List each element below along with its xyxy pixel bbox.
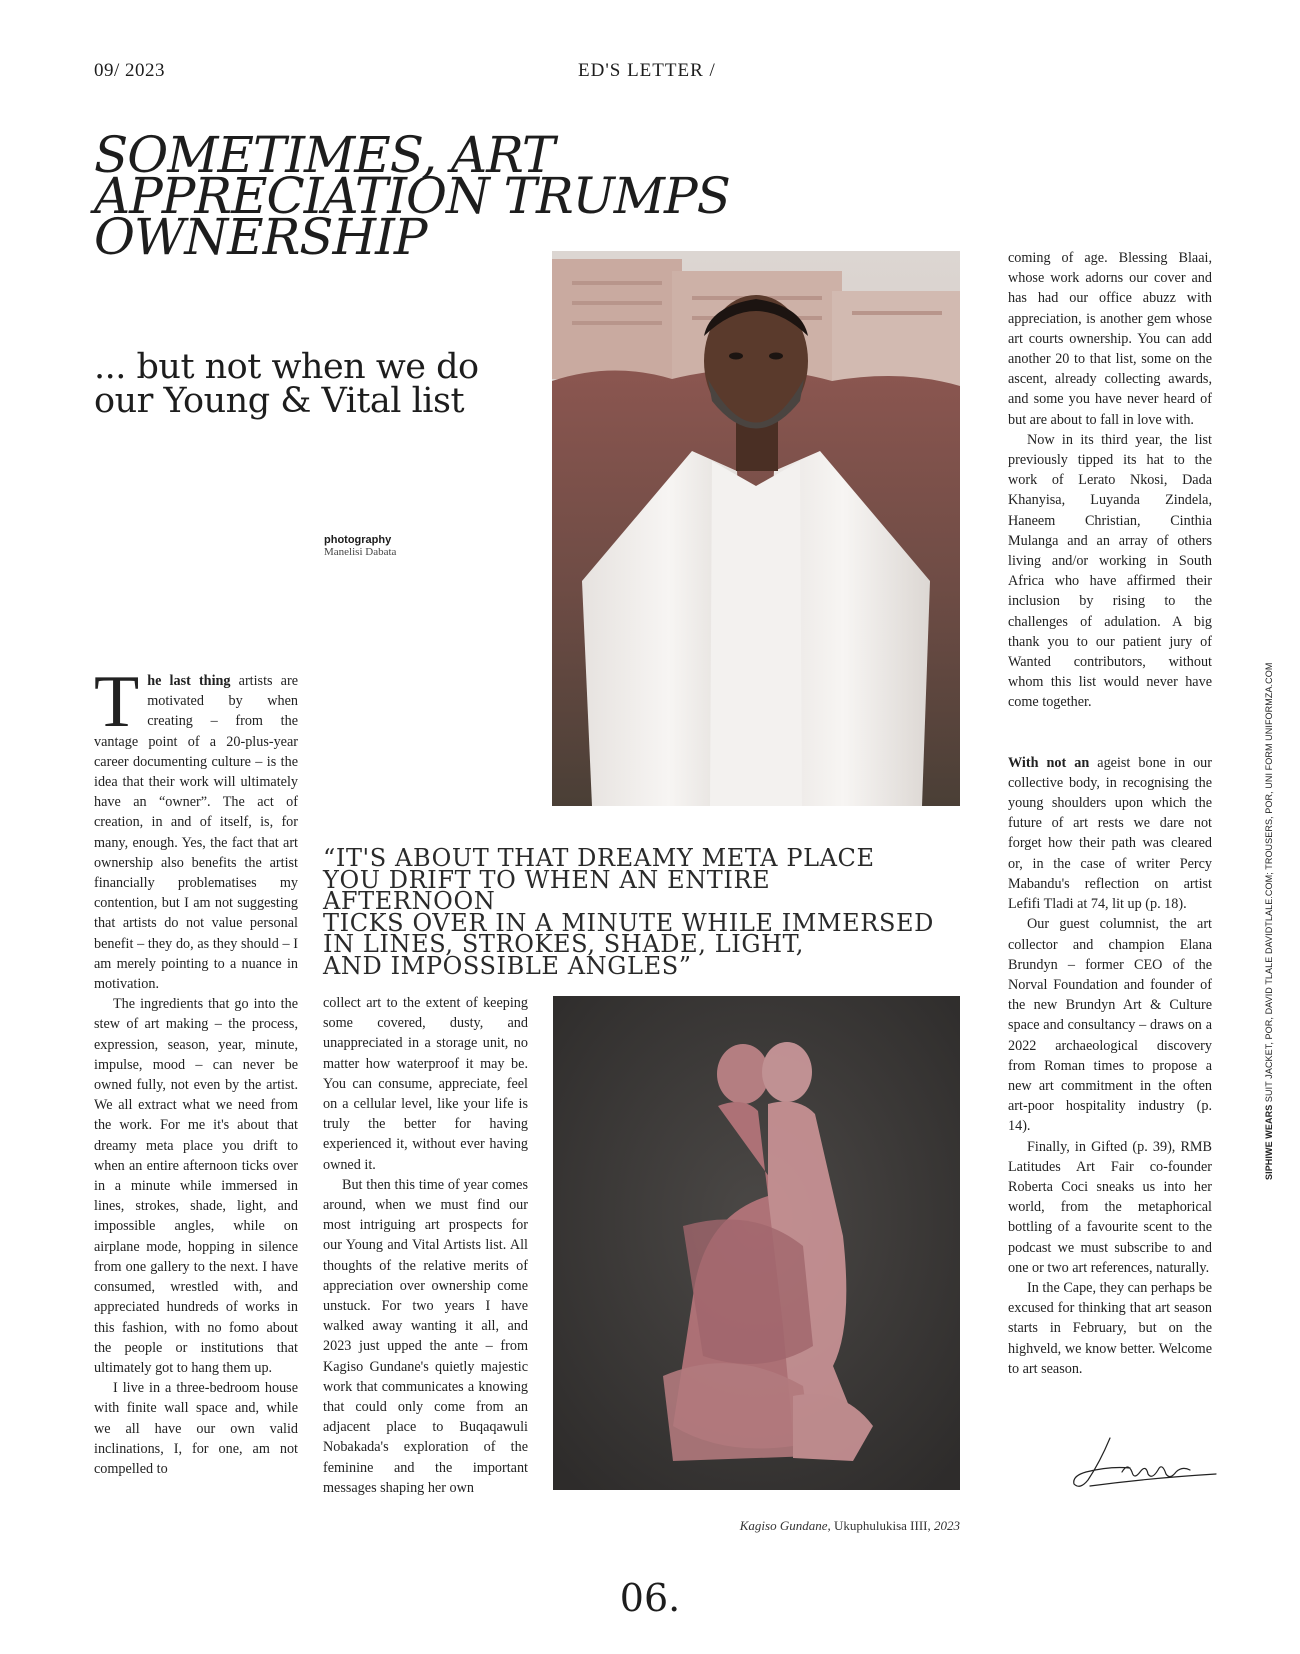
- photo-credit-label: photography: [324, 534, 392, 546]
- credits-text: SUIT JACKET, POR, DAVID TLALE DAVIDTLALE.COM; TROUSERS, POR, UNI FORM UNIFORMZA.COM: [1264, 662, 1274, 1105]
- artwork-illustration: [553, 996, 960, 1490]
- pull-quote-line-1: “IT'S ABOUT THAT DREAMY META PLACE: [323, 844, 875, 872]
- editor-signature: [1070, 1432, 1220, 1492]
- paragraph-7: Now in its third year, the list previously tipped its hat to the work of Lerato Nkosi, Dada Khanyisa, Luyanda Zindela, Haneem Christian, Cinthia Mulanga and an array of others living and/or working in South Africa who have affirmed their inclusion by rising to the challenges of adulation. A big thank you to our patient jury of Wanted contributors, without whom this list would never have come together.: [1008, 431, 1212, 711]
- drop-cap: T: [94, 661, 140, 743]
- page-number: 06.: [619, 1576, 681, 1620]
- photo-credit-name: Manelisi Dabata: [324, 546, 397, 558]
- headline-line-3: OWNERSHIP: [94, 208, 427, 266]
- paragraph-1: [94, 661, 298, 994]
- paragraph-9: Our guest columnist, the art collector and champion Elana Brundyn – former CEO of the Norval Foundation and founder of the new Brundyn Art & Culture space and consultancy – draws on a 2022 archaeological discovery from Roman times to propose a new art commitment in the often art-poor hospitality industry (p. 14).: [1008, 916, 1212, 1135]
- standfirst-line-2: our Young & Vital list: [94, 381, 465, 421]
- headline-line-2: APPRECIATION TRUMPS: [94, 167, 730, 225]
- standfirst: [94, 347, 514, 421]
- paragraph-5: But then this time of year comes around, when we must find our most intriguing art prospects for our Young and Vital Artists list. All thoughts of the relative merits of appreciation over ownership come unstuck. For two years I have walked away wanting it all, and 2023 just upped the ante – from Kagiso Gundane's quietly majestic work that communicates a knowing that could only come from an adjacent place to Buqaqawuli Nobakada's exploration of the feminine and the important messages shaping her own: [323, 1176, 528, 1496]
- paragraph-8-text: ageist bone in our collective body, in recognising the young shoulders upon which the future of art rests we dare not forget how their path was cleared or, in the case of writer Percy Mabandu's reflection on artist Lefifi Tladi at 74, lit up (p. 18).: [1008, 754, 1212, 913]
- paragraph-8: [1008, 753, 1212, 915]
- paragraph-3: I live in a three-bedroom house with finite wall space and, while we all have our own valid inclinations, I, for one, am not compelled to: [94, 1380, 298, 1477]
- paragraph-11: In the Cape, they can perhaps be excused for thinking that art season starts in February, but on the highveld, we know better. Welcome to art season.: [1008, 1279, 1212, 1377]
- paragraph-2: The ingredients that go into the stew of art making – the process, expression, season, year, minute, impulse, mood – can never be owned fully, not even by the artist. We all extract what we need from the work. For me it's about that dreamy meta place you drift to when an entire afternoon ticks over in a minute while immersed in lines, strokes, shade, light, and impossible angles, while on airplane mode, hopping in silence from one gallery to the next. I have consumed, wrestled with, and appreciated hundreds of works in this fashion, with no fomo about the people or institutions that ultimately got to hang them up.: [94, 996, 298, 1376]
- section-title: ED'S LETTER /: [578, 60, 716, 81]
- standfirst-line-1: ... but not when we do: [94, 347, 479, 387]
- pull-quote: [323, 844, 943, 980]
- body-column-2: [323, 993, 528, 1498]
- paragraph-1-text: artists are motivated by when creating – from the vantage point of a 20-plus-year career documenting culture – is the idea that their work will ultimately have an “owner”. The act of creation, in and of itself, is, for many, enough. Yes, the fact that art ownership also benefits the artist financially problematises my contention, but I am not suggesting that artists do not value personal benefit – they do, as they should – I am merely pointing to a nuance in motivation.: [94, 673, 298, 993]
- issue-date: 09/ 2023: [94, 60, 166, 81]
- body-column-3: [1008, 248, 1212, 1379]
- portrait-illustration: [552, 251, 960, 806]
- paragraph-6: coming of age. Blessing Blaai, whose work adorns our cover and has had our office abuzz with appreciation, is another gem whose art courts ownership. You can add another 20 to that list, some on the ascent, already collecting awards, and some you have never heard of but are about to fall in love with.: [1008, 250, 1212, 428]
- caption-year: 2023: [930, 1518, 960, 1533]
- pull-quote-line-5: AND IMPOSSIBLE ANGLES”: [323, 951, 692, 980]
- pull-quote-line-3: TICKS OVER IN A MINUTE WHILE IMMERSED: [323, 908, 934, 937]
- headline: [94, 126, 854, 266]
- lead-in: he last thing: [147, 673, 231, 689]
- headline-line-1: SOMETIMES, ART: [94, 126, 555, 184]
- body-column-1: [94, 661, 298, 1479]
- editor-portrait-photo: [552, 251, 960, 806]
- pull-quote-line-2: YOU DRIFT TO WHEN AN ENTIRE AFTERNOON: [323, 865, 771, 915]
- artwork-image: [553, 996, 960, 1490]
- signature-scribble: [1070, 1432, 1220, 1492]
- lead-in-2: With not an: [1008, 754, 1090, 771]
- paragraph-10: Finally, in Gifted (p. 39), RMB Latitudes Art Fair co-founder Roberta Coci sneaks us into her world, from the metaphorical bottling of a favourite scent to the podcast we must subscribe to and one or two art references, naturally.: [1008, 1138, 1212, 1276]
- pull-quote-line-4: IN LINES, STROKES, SHADE, LIGHT,: [323, 930, 804, 958]
- wardrobe-credits: [1264, 663, 1274, 1180]
- paragraph-4: collect art to the extent of keeping some covered, dusty, and unappreciated in a storage unit, no matter how waterproof it may be. You can consume, appreciate, feel on a cellular level, like your life is truly the better for having experienced it, without ever having owned it.: [323, 995, 528, 1173]
- photo-credit: [324, 534, 396, 558]
- artwork-caption: [700, 1518, 960, 1534]
- caption-artist: Kagiso Gundane,: [739, 1518, 831, 1533]
- caption-title: Ukuphulukisa IIII,: [830, 1518, 931, 1533]
- credits-label: SIPHIWE WEARS: [1264, 1104, 1274, 1180]
